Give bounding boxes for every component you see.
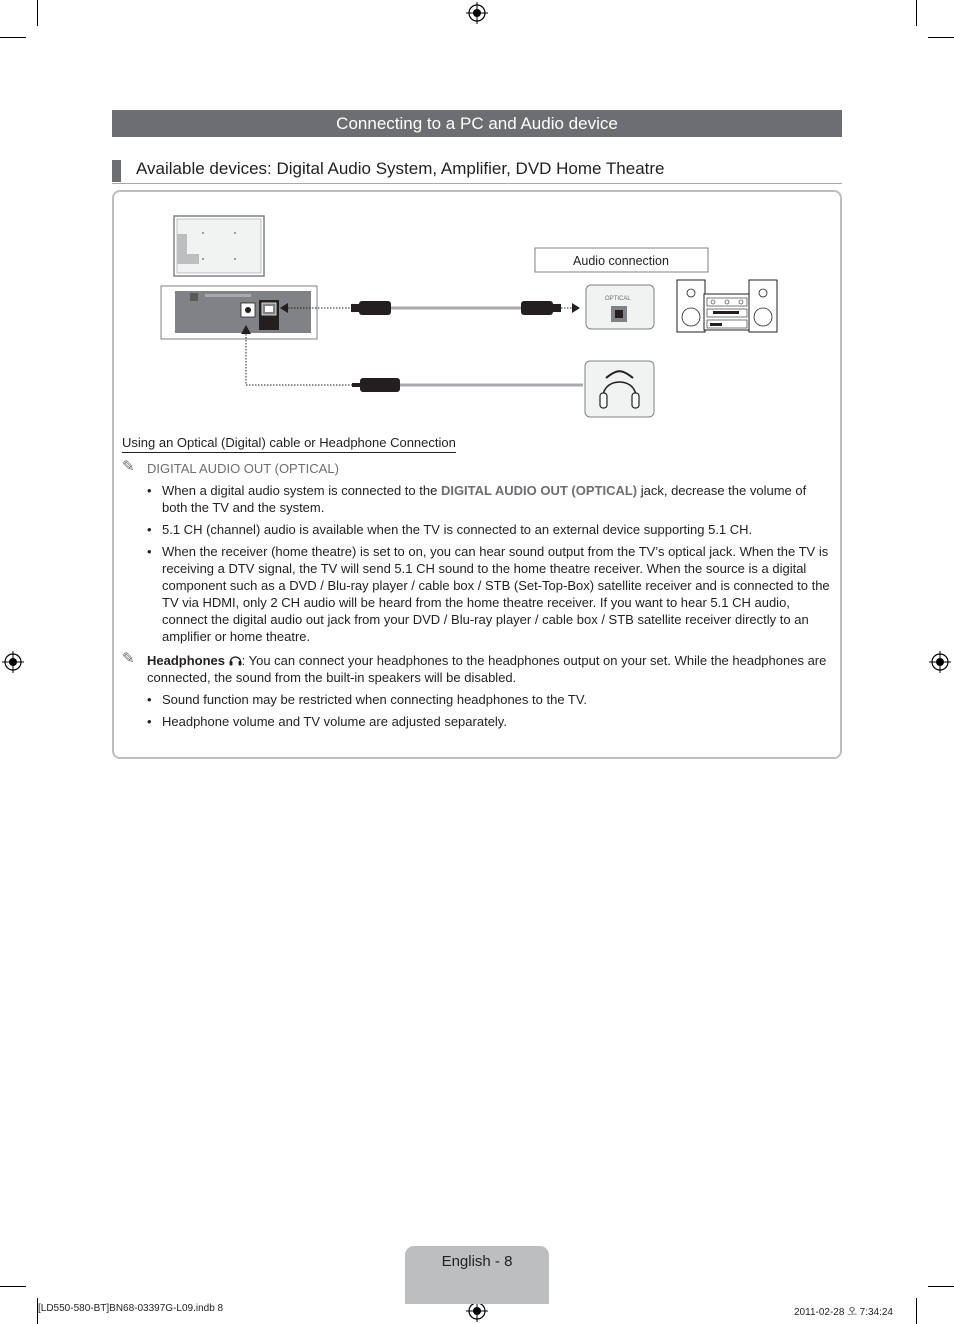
bullet-icon: • [147, 483, 152, 498]
bullet-icon: • [147, 692, 152, 707]
crop-mark [0, 1286, 26, 1287]
headphone-bullet-1: Sound function may be restricted when connecting headphones to the TV. [162, 692, 587, 707]
section-title: Connecting to a PC and Audio device [112, 110, 842, 137]
optical-note-heading: DIGITAL AUDIO OUT (OPTICAL) [147, 461, 339, 476]
subheading: Available devices: Digital Audio System, Amplifier, DVD Home Theatre [136, 159, 665, 178]
optical-port-device [586, 285, 654, 329]
audio-connection-label: Audio connection [573, 254, 669, 268]
subheading-marker [112, 160, 121, 182]
crosshair-registration-icon [466, 2, 488, 24]
optical-cable [280, 301, 580, 315]
bullet-icon: • [147, 714, 152, 729]
crop-mark [916, 0, 917, 26]
pencil-note-icon: ✎ [122, 650, 135, 667]
crosshair-registration-icon [2, 651, 24, 673]
file-info: [LD550-580-BT]BN68-03397G-L09.indb 8 [38, 1303, 224, 1314]
tv-rear-illustration [174, 216, 264, 276]
bullet-icon: • [147, 522, 152, 537]
connection-diagram [155, 210, 795, 425]
page-number: English - 8 [441, 1253, 513, 1270]
bullet-icon: • [147, 544, 152, 559]
optical-bullet-2: 5.1 CH (channel) audio is available when the TV is connected to an external device supporting 5.1 CH. [162, 522, 753, 537]
optical-bullet-3: When the receiver (home theatre) is set to on, you can hear sound output from the TV’s optical jack. When the TV is receiving a DTV signal, the TV will send 5.1 CH sound to the home theatre receiver. When the source is a digital component such as a DVD / Blu-ray player / cable box / STB (Set-Top-Box) satellite receiver and is connected to the TV via HDMI, only 2 CH audio will be heard from the home theatre receiver. If you want to hear 5.1 CH audio, connect the digital audio out jack from your DVD / Blu-ray player / cable box / STB satellite receiver directly to an amplifier or home theatre. [162, 544, 830, 644]
diagram-title: Using an Optical (Digital) cable or Headphone Connection [122, 435, 456, 453]
crosshair-registration-icon [929, 651, 951, 673]
crop-mark [0, 37, 26, 38]
optical-label: OPTICAL [605, 296, 631, 302]
crop-mark [928, 1286, 954, 1287]
pencil-note-icon: ✎ [122, 458, 135, 475]
crop-mark [916, 1298, 917, 1324]
optical-bullet-1: When a digital audio system is connected to the DIGITAL AUDIO OUT (OPTICAL) jack, decrease the volume of both the TV and the system. [162, 483, 807, 515]
tv-connector-panel [161, 286, 317, 339]
headphones-note: Headphones : You can connect your headphones to the headphones output on your set. While the headphones are connected, the sound from the built-in speakers will be disabled. [147, 653, 827, 685]
subheading-rule [112, 183, 842, 184]
crop-mark [37, 0, 38, 26]
crop-mark [928, 37, 954, 38]
headphone-bullet-2: Headphone volume and TV volume are adjusted separately. [162, 714, 507, 729]
headphones-icon [585, 361, 654, 417]
headphones-icon [229, 654, 242, 666]
print-date: 2011-02-28 오 7:34:24 [794, 1307, 893, 1318]
home-theatre-system [677, 280, 777, 332]
